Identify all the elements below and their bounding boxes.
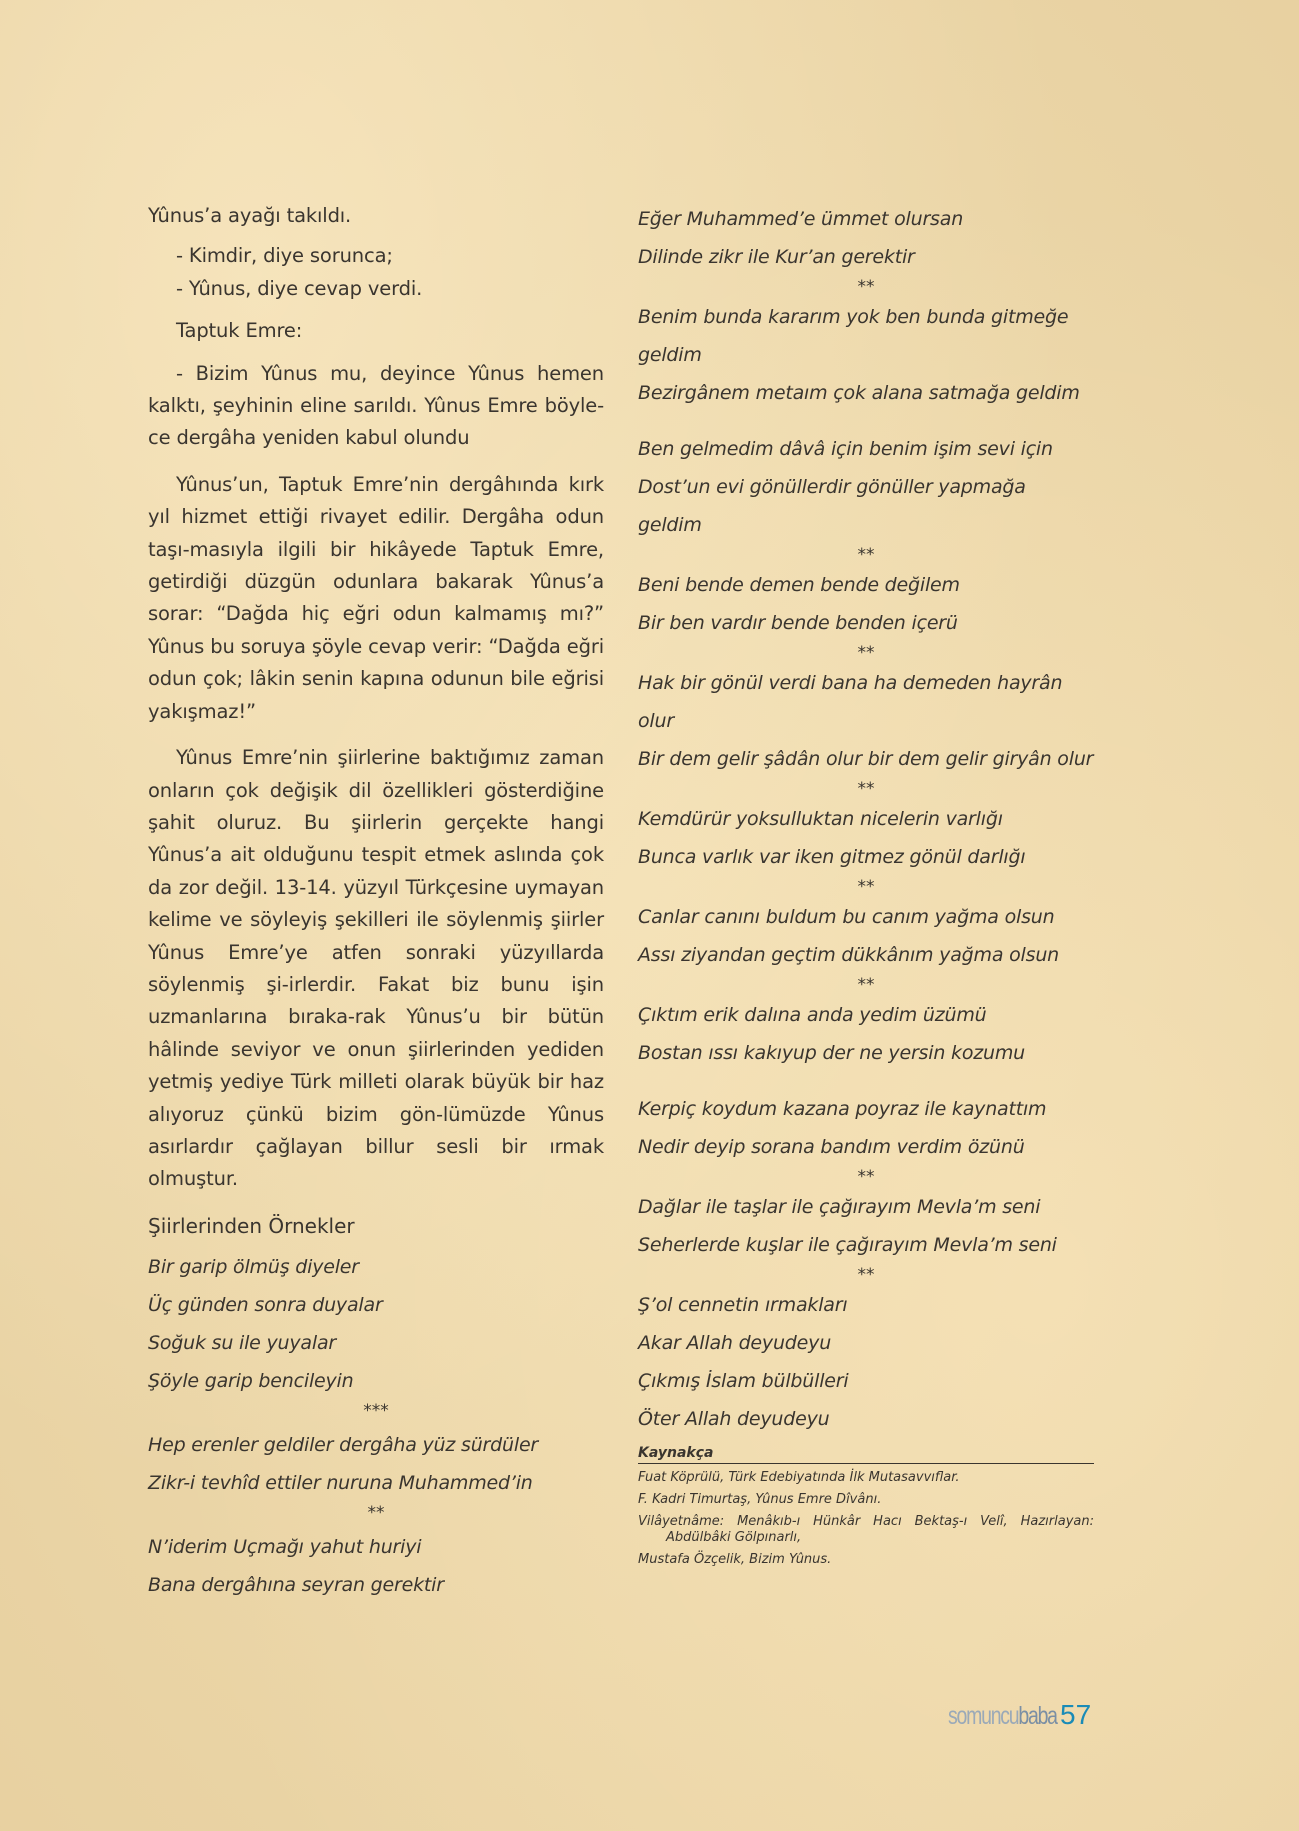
verse-line: Seherlerde kuşlar ile çağırayım Mevla’m seni: [638, 1234, 1057, 1256]
verse-line: Şöyle garip bencileyin: [148, 1369, 354, 1392]
verse-separator: **: [857, 277, 875, 297]
section-title: Şiirlerinden Örnekler: [148, 1213, 355, 1238]
verse-line: Canlar canını buldum bu canım yağma olsun: [638, 906, 1055, 928]
verse-line: Hak bir gönül verdi bana ha demeden hayrân olur: [638, 672, 1063, 732]
verse-line: Kerpiç koydum kazana poyraz ile kaynattım: [638, 1098, 1047, 1120]
verse-line: Akar Allah deyudeyu: [638, 1332, 832, 1354]
verse-separator: **: [857, 779, 875, 799]
page-number: 57: [1060, 1699, 1092, 1730]
logo-text-baba: baba: [1018, 1702, 1057, 1730]
verse-line: Dilinde zikr ile Kur’an gerektir: [638, 246, 915, 268]
verse-line: Ben gelmedim dâvâ için benim işim sevi için: [638, 438, 1053, 460]
reference-item: Fuat Köprülü, Türk Edebiyatında İlk Mutasavvıflar.: [638, 1470, 960, 1485]
page-footer: [948, 1699, 1098, 1735]
verse-line: Üç günden sonra duyalar: [148, 1293, 383, 1316]
verse-line: Dost’un evi gönüllerdir gönüller yapmağa geldim: [638, 476, 1026, 536]
verse-line: Bir dem gelir şâdân olur bir dem gelir giryân olur: [638, 748, 1094, 770]
verse-separator: **: [857, 1167, 875, 1187]
verse-line: Bunca varlık var iken gitmez gönül darlığı: [638, 846, 1026, 868]
verse-line: Benim bunda kararım yok ben bunda gitmeğe geldim: [638, 306, 1069, 366]
references-title: Kaynakça: [638, 1444, 1094, 1464]
verse-line: Dağlar ile taşlar ile çağırayım Mevla’m seni: [638, 1196, 1041, 1218]
verse-line: N’iderim Uçmağı yahut huriyi: [148, 1535, 422, 1558]
reference-item: Vilâyetnâme: Menâkıb-ı Hünkâr Hacı Bektaş-ı Velî, Hazırlayan: Abdülbâki Gölpınarlı,: [638, 1514, 1094, 1545]
verse-line: Zikr-i tevhîd ettiler nuruna Muhammed’in: [148, 1471, 533, 1494]
verse-line: Assı ziyandan geçtim dükkânım yağma olsun: [638, 944, 1059, 966]
verse-line: Soğuk su ile yuyalar: [148, 1331, 337, 1354]
verse-separator: **: [857, 975, 875, 995]
verse-line: Beni bende demen bende değilem: [638, 574, 960, 596]
right-column: [638, 200, 1094, 1568]
verse-line: Bezirgânem metaım çok alana satmağa geldim: [638, 382, 1080, 404]
reference-item: Mustafa Özçelik, Bizim Yûnus.: [638, 1552, 832, 1567]
verse-separator: **: [857, 877, 875, 897]
verse-line: Nedir deyip sorana bandım verdim özünü: [638, 1136, 1025, 1158]
reference-item: F. Kadri Timurtaş, Yûnus Emre Dîvânı.: [638, 1492, 882, 1507]
dialog-line: Taptuk Emre:: [176, 319, 303, 343]
verse-separator: ***: [363, 1400, 389, 1421]
body-paragraph: Yûnus’un, Taptuk Emre’nin dergâhında kırk yıl hizmet ettiği rivayet edilir. Dergâha odun taşı-masıyla ilgili bir hikâyede Taptuk Emre, getirdiği düzgün odunlara bakarak Yûnus’a sorar: “Dağda hiç eğri odun kalmamış mı?” Yûnus bu soruya şöyle cevap verir: “Dağda eğri odun çok; lâkin senin kapına odunun bile eğrisi yakışmaz!”: [148, 472, 604, 723]
dialog-line: - Bizim Yûnus mu, deyince Yûnus hemen kalktı, şeyhinin eline sarıldı. Yûnus Emre böyle-ce dergâha yeniden kabul olundu: [148, 361, 604, 450]
magazine-logo: [948, 1702, 1057, 1731]
dialog-line: - Yûnus, diye cevap verdi.: [176, 276, 423, 300]
body-paragraph: Yûnus Emre’nin şiirlerine baktığımız zaman onların çok değişik dil özellikleri gösterdiğine şahit oluruz. Bu şiirlerin gerçekte hangi Yûnus’a ait olduğunu tespit etmek aslında çok da zor değil. 13-14. yüzyıl Türkçesine uymayan kelime ve söyleyiş şekilleri ile söylenmiş şiirler Yûnus Emre’ye atfen sonraki yüzyıllarda söylenmiş şi-irlerdir. Fakat biz bunu işin uzmanlarına bıraka-rak Yûnus’u bir bütün hâlinde seviyor ve onun şiirlerinden yediden yetmiş yediye Türk milleti olarak büyük bir haz alıyoruz çünkü bizim gön-lümüzde Yûnus asırlardır çağlayan billur sesli bir ırmak olmuştur.: [148, 746, 604, 1191]
verse-separator: **: [857, 643, 875, 663]
verse-separator: **: [857, 1265, 875, 1285]
verse-line: Öter Allah deyudeyu: [638, 1408, 830, 1430]
verse-line: Çıkmış İslam bülbülleri: [638, 1370, 849, 1392]
verse-line: Ş’ol cennetin ırmakları: [638, 1294, 848, 1316]
dialog-line: Yûnus’a ayağı takıldı.: [148, 204, 352, 227]
verse-line: Bana dergâhına seyran gerektir: [148, 1573, 444, 1596]
logo-text-somuncu: somuncu: [948, 1702, 1019, 1730]
left-column: [148, 200, 604, 1604]
verse-line: Bir ben vardır bende benden içerü: [638, 612, 958, 634]
verse-line: Eğer Muhammed’e ümmet olursan: [638, 208, 964, 230]
verse-line: Bostan ıssı kakıyup der ne yersin kozumu: [638, 1042, 1026, 1064]
references: [638, 1444, 1094, 1568]
verse-separator: **: [857, 545, 875, 565]
verse-separator: **: [367, 1502, 385, 1523]
verse-line: Bir garip ölmüş diyeler: [148, 1255, 359, 1278]
dialog-line: - Kimdir, diye sorunca;: [176, 244, 393, 268]
verse-line: Hep erenler geldiler dergâha yüz sürdüler: [148, 1433, 539, 1456]
verse-line: Kemdürür yoksulluktan nicelerin varlığı: [638, 808, 1003, 830]
verse-line: Çıktım erik dalına anda yedim üzümü: [638, 1004, 987, 1026]
